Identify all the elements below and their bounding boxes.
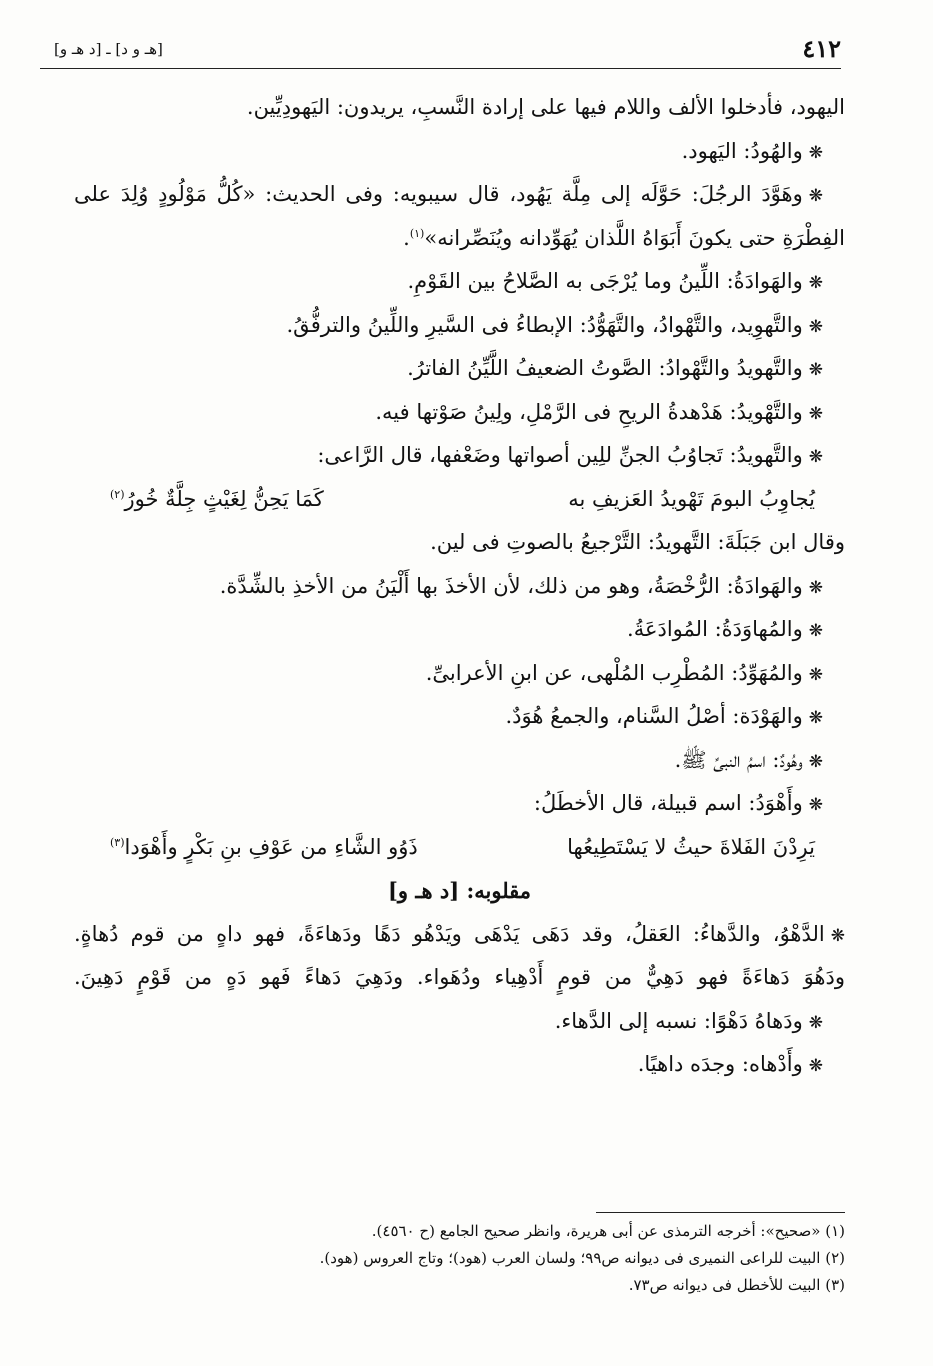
entry-text: والهَوادَةُ: الرُّخْصَةُ، وهو من ذلك، لأن الأخذَ بها أَلْيَنُ من الأخذِ بالشِّدَّة. (219, 573, 803, 598)
entry-text: والهُودُ: اليَهود. (681, 138, 803, 163)
entry-line (74, 608, 845, 652)
text-line (74, 217, 845, 261)
asterism-icon: ❋ (808, 621, 823, 641)
asterism-icon: ❋ (808, 403, 823, 424)
entry-line (74, 695, 845, 739)
verse-hemistich-left: كَمَا يَحِنُّ لِغَيْثٍ جِلَّةٌ خُورُ$^{(٢)}$ (110, 486, 324, 511)
asterism-icon: ❋ (808, 316, 823, 337)
entry-line (74, 304, 845, 348)
page-header (40, 34, 841, 69)
asterism-icon: ❋ (808, 664, 823, 685)
entry-text: الفِطْرَةِ حتى يكونَ أَبَوَاهُ اللَّذان يُهَوِّدانه ويُنَصِّرانه» (424, 225, 845, 250)
asterism-icon: ❋ (808, 708, 823, 728)
entry-text: والهَوْدَة: أصْلُ السَّنام، والجمعُ هُوَدٌ. (505, 704, 803, 728)
entry-text: وهُودٌ: اسمُ النبىِّ ﷺ. (674, 747, 803, 772)
entry-line (74, 347, 845, 391)
asterism-icon: ❋ (808, 577, 823, 598)
entry-line (74, 1043, 845, 1087)
asterism-icon: ❋ (808, 360, 823, 380)
entry-line (74, 260, 845, 304)
entry-line (74, 130, 845, 174)
footnote-2: (٢) البيت للراعى النميرى فى ديوانه ص٩٩؛ ولسان العرب (هود)؛ وتاج العروس (هود). (319, 1249, 845, 1267)
verse-line-1 (74, 478, 845, 522)
footnote-ref-2: (٢) (110, 487, 125, 501)
verse-hemistich-right: يُجاوِبُ البومَ تَهْويدُ العَزيفِ به (568, 486, 815, 511)
entry-text: وأَهْوَدُ: اسم قبيلة، قال الأخطَلُ: (533, 791, 803, 815)
entry-line (74, 913, 845, 957)
entry-text: والهَوادَةُ: اللِّينُ وما يُرْجَى به الصَّلاحُ بين القَوْمِ. (407, 269, 803, 293)
footnote-ref-1: (١) (409, 226, 425, 240)
entry-line (74, 173, 845, 217)
line-end: . (403, 225, 410, 250)
asterism-icon: ❋ (808, 1056, 823, 1076)
asterism-icon: ❋ (808, 186, 823, 206)
verse-line-2 (74, 826, 845, 870)
entry-line (74, 391, 845, 435)
asterism-icon: ❋ (808, 447, 823, 467)
entry-line (74, 565, 845, 609)
entry-text: وأَدْهاه: وجدَه داهيًا. (637, 1052, 803, 1076)
verse-hemistich-right: يَرِدْنَ الفَلاةَ حيثُ لا يَسْتَطِيعُها (567, 834, 815, 859)
entry-line (74, 782, 845, 826)
entry-line (74, 652, 845, 696)
entry-text: والتَّهويدُ والتَّهْوادُ: الصَّوتُ الضعيفُ اللَّيِّنُ الفاترُ. (407, 356, 803, 380)
entry-text: وهَوَّدَ الرجُلَ: حَوَّلَه إلى مِلَّة يَهُود، قال سيبويه: وفى الحديث: «كُلُّ مَوْلُودٍ وُلِدَ على (74, 182, 803, 206)
asterism-icon: ❋ (808, 795, 823, 815)
footnotes (74, 1218, 845, 1299)
asterism-icon: ❋ (808, 273, 823, 293)
footnote-3: (٣) البيت للأخطل فى ديوانه ص٧٣. (628, 1276, 845, 1294)
entry-text: والمُهَوِّدُ: المُطْرِب المُلْهى، عن ابنِ الأعرابىِّ. (425, 660, 803, 685)
text-line: ودَهُوَ دَهاءَةً فهو دَهِيٌّ من قومٍ أَدْهِياء ودُهَواء. ودَهِيَ دَهاءً فَهو دَهٍ من قَوْمٍ دَهِينَ. (74, 965, 845, 989)
entry-line (74, 434, 845, 478)
entry-text: والتَّهويدُ: تَجاوُبُ الجنِّ للِين أصواتها وضَعْفها، قال الرَّاعى: (317, 443, 803, 467)
running-head: [هـ و د] ـ [د هـ و] (54, 40, 163, 58)
main-text (74, 86, 845, 1087)
footnote-divider (596, 1212, 845, 1213)
section-heading: مقلوبه: [د هـ و] (387, 878, 532, 903)
entry-text: ودَهاهُ دَهْوًا: نسبه إلى الدَّهاء. (554, 1008, 803, 1033)
page-number: ٤١٢ (802, 34, 841, 63)
entry-line (74, 1000, 845, 1044)
asterism-icon: ❋ (808, 1012, 823, 1033)
asterism-icon: ❋ (830, 925, 845, 946)
asterism-icon: ❋ (808, 751, 823, 772)
entry-text: والتَّهْويدُ: هَدْهدةُ الريحِ فى الرَّمْلِ، ولِينُ صَوْتها فيه. (375, 399, 803, 424)
entry-text: والمُهاوَدَةُ: المُوادَعَةُ. (627, 617, 803, 641)
entry-line (74, 739, 845, 783)
verse-hemistich-left: ذَوُو الشَّاءِ من عَوْفِ بنِ بَكْرٍ وأَهْوَدا$^{(٣)}$ (110, 834, 418, 859)
text-line: وقال ابن جَبَلَةَ: التَّهويدُ: التَّرْجيعُ بالصوتِ فى لين. (430, 530, 845, 554)
entry-text: والتَّهوِيد، والتَّهْوادُ، والتَّهَوُّدُ: الإبطاءُ فى السَّيرِ واللِّينُ والترفُّقُ. (286, 312, 803, 337)
footnote-1: (١) «صحيح»: أخرجه الترمذى عن أبى هريرة، وانظر صحيح الجامع (ح ٤٥٦٠). (371, 1222, 845, 1240)
text-line: اليهود، فأدخلوا الألف واللام فيها على إرادة النَّسبِ، يريدون: اليَهودِيِّين. (246, 95, 845, 119)
entry-text: الدَّهْوُ، والدَّهاءُ: العَقلُ، وقد دَهَى يَدْهَى ويَدْهُو دَهًا ودَهاءَةً، فهو داهٍ من قوم دُهاةٍ. (74, 921, 825, 946)
asterism-icon: ❋ (808, 142, 823, 163)
footnote-ref-3: (٣) (110, 835, 125, 849)
